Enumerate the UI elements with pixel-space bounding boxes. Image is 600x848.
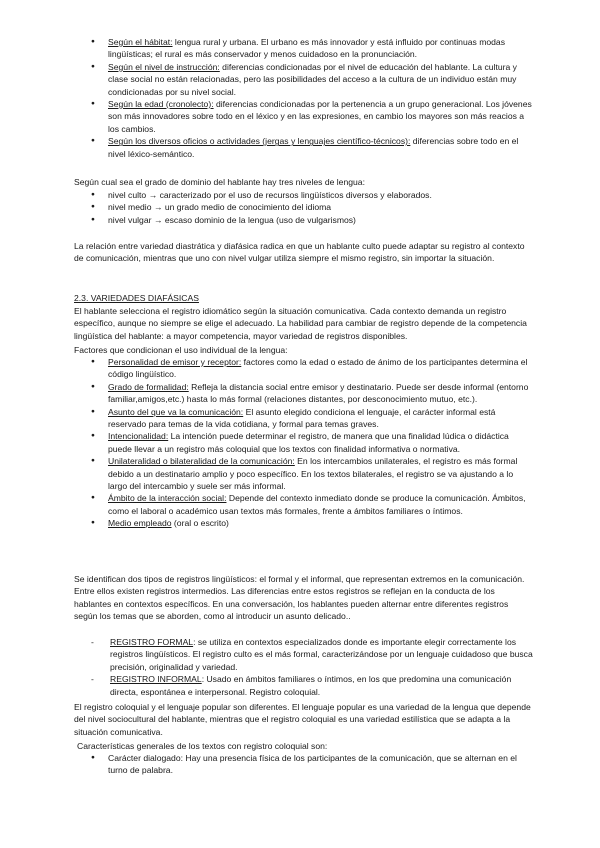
list-item <box>74 381 534 406</box>
list-item-term: Según la edad (cronolecto): <box>108 99 214 110</box>
list-item-term: Según los diversos oficios o actividades (jergas y lenguajes científico-técnicos): <box>108 136 411 147</box>
list-item-text: Depende del contexto inmediato donde se produce la comunicación. Ámbitos, como el laboral o académico usan textos más formales, frente a ámbitos familiares o íntimos. <box>108 493 526 516</box>
list-item: ● nivel medio → un grado medio de conocimiento del idioma <box>74 201 534 213</box>
relation-paragraph: La relación entre variedad diastrática y diafásica radica en que un hablante culto puede adaptar su registro al contexto de comunicación, mientras que uno con nivel vulgar utiliza siempre el mismo registro, sin importar la situación. <box>74 241 525 264</box>
linguistic-variation-list <box>74 36 534 160</box>
list-item-text: El asunto elegido condiciona el lenguaje, el carácter informal está reservado para temas de la vida cotidiana, y formal para temas graves. <box>108 406 496 430</box>
list-item-text: : Usado en ámbitos familiares o íntimos, en los que predomina una comunicación directa, espontánea e interpersonal. Registro coloquial. <box>110 674 512 697</box>
list-item: ● Carácter dialogado: Hay una presencia física de los participantes de la comunicación, que se alternan en el turno de palabra. <box>74 752 534 777</box>
list-item-term: Según el nivel de instrucción: <box>108 61 220 72</box>
list-item <box>74 636 534 673</box>
list-item <box>74 455 534 492</box>
list-item-term: Según el hábitat: <box>108 37 173 47</box>
list-item-text: diferencias sobre todo en el nivel léxico-semántico. <box>108 136 519 159</box>
language-levels-list <box>74 189 534 226</box>
list-item-term: Personalidad de emisor y receptor: <box>108 357 242 367</box>
section-heading: 2.3. VARIEDADES DIAFÁSICAS <box>74 293 199 303</box>
list-item-term: Asunto del que va la comunicación: <box>108 406 244 417</box>
list-item-text: En los intercambios unilaterales, el registro es más formal debido a un destinatario amplio y poco específico. En los textos bilaterales, el registro se va ajustando a lo largo del intercambio y suele ser más informal. <box>108 456 518 492</box>
list-item <box>74 517 534 529</box>
factors-list <box>74 356 534 530</box>
levels-intro: Según cual sea el grado de dominio del hablante hay tres niveles de lengua: <box>74 177 365 187</box>
list-item <box>74 673 534 698</box>
list-item-text: factores como la edad o estado de ánimo de los participantes determina el código lingüístico. <box>108 357 528 380</box>
factors-intro: Factores que condicionan el uso individual de la lengua: <box>74 345 288 355</box>
list-item <box>74 61 534 98</box>
list-item-text: Refleja la distancia social entre emisor y destinatario. Puede ser desde informal (entorno familiar,amigos,etc.) hasta lo más formal (relaciones distantes, por desconocimiento mutuo, etc.). <box>108 381 529 405</box>
list-item-term: Ámbito de la interacción social: <box>108 493 227 504</box>
list-item-text: (oral o escrito) <box>171 518 229 529</box>
list-item-text: La intención puede determinar el registro, de manera que una finalidad lúdica o didáctica puede llevar a un registro más coloquial que los textos con finalidad informativa o normativa. <box>108 431 509 454</box>
list-item-term: REGISTRO FORMAL <box>110 637 194 647</box>
list-item-text: : se utiliza en contextos especializados donde es importante elegir correctamente los registros lingüísticos. El registro culto es el más formal, caracterizándose por un lenguaje cuidadoso que busca precisión, originalidad y variedad. <box>110 637 533 672</box>
section-intro: El hablante selecciona el registro idiomático según la situación comunicativa. Cada contexto demanda un registro específico, aunque no siempre se elige el adecuado. La habilidad para cambiar de registro depende de la competencia lingüística del hablante: a mayor competencia, mayor variedad de registros disponibles. <box>74 306 527 341</box>
list-item-term: Grado de formalidad: <box>108 381 189 392</box>
list-item-term: Unilateralidad o bilateralidad de la comunicación: <box>108 456 295 467</box>
list-item: ● nivel vulgar → escaso dominio de la lengua (uso de vulgarismos) <box>74 214 534 226</box>
list-item-text: diferencias condicionadas por el nivel de educación del hablante. La cultura y clase social no están relacionadas, pero las posibilidades del acceso a la cultura de un individuo están muy condicionadas por su nivel social. <box>108 61 517 97</box>
list-item: ● nivel culto → caracterizado por el uso de recursos lingüísticos diversos y elaborados. <box>74 189 534 201</box>
colloquial-paragraph: El registro coloquial y el lenguaje popular son diferentes. El lenguaje popular es una variedad de la lengua que depende del nivel sociocultural del hablante, mientras que el registro coloquial es una variedad estilística que se adapta a la situación comunicativa. <box>74 702 531 737</box>
list-item <box>74 36 534 61</box>
list-item <box>74 98 534 135</box>
list-item-text: diferencias condicionadas por la pertenencia a un grupo generacional. Los jóvenes son más innovadores sobre todo en el léxico y en las expresiones, en cambio los mayores son más reacios a los cambios. <box>108 99 532 134</box>
list-item-term: REGISTRO INFORMAL <box>110 674 202 685</box>
list-item <box>74 406 534 431</box>
registers-paragraph: Se identifican dos tipos de registros lingüísticos: el formal y el informal, que representan extremos en la comunicación. Entre ellos existen registros intermedios. Las diferencias entre estos registros se reflejan en la conducta de los hablantes en contextos específicos. En una conversación, los hablantes pueden alternar entre diferentes registros según los temas que se aborden, como al introducir un asunto delicado.. <box>74 574 525 622</box>
list-item <box>74 135 534 160</box>
list-item-text: lengua rural y urbana. El urbano es más innovador y está influido por continuas modas lingüísticas; el rural es más conservador y menos cuidadoso en la pronunciación. <box>108 37 506 60</box>
characteristics-intro: Características generales de los textos con registro coloquial son: <box>77 741 328 751</box>
register-types-list <box>74 636 534 698</box>
list-item <box>74 430 534 455</box>
list-item <box>74 356 534 381</box>
list-item <box>74 492 534 517</box>
list-item-term: Intencionalidad: <box>108 431 169 442</box>
characteristics-list <box>74 752 534 777</box>
list-item-term: Medio empleado <box>108 518 172 529</box>
